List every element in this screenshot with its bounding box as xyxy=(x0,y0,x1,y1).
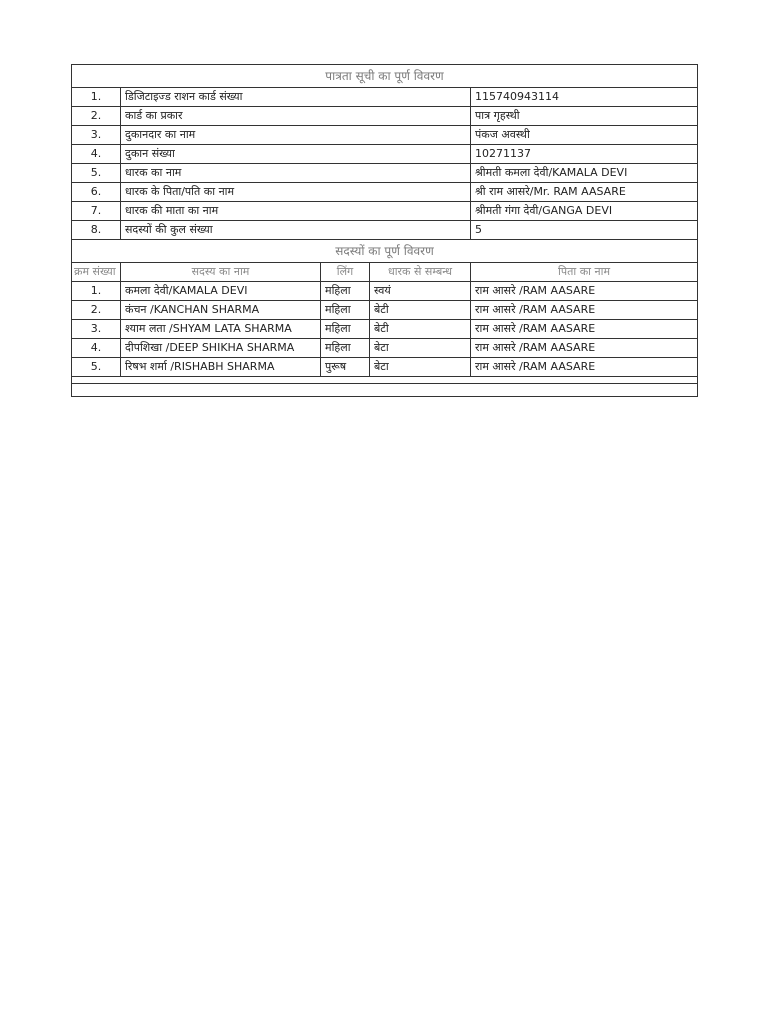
member-father-name: राम आसरे /RAM AASARE xyxy=(471,339,698,358)
summary-row-label: सदस्यों की कुल संख्या xyxy=(121,221,471,240)
member-number: 1. xyxy=(72,282,121,301)
summary-row-number: 7. xyxy=(72,202,121,221)
summary-row-label: कार्ड का प्रकार xyxy=(121,107,471,126)
member-name: श्याम लता /SHYAM LATA SHARMA xyxy=(121,320,321,339)
summary-row-number: 3. xyxy=(72,126,121,145)
member-gender: पुरूष xyxy=(321,358,370,377)
summary-row-label: दुकानदार का नाम xyxy=(121,126,471,145)
summary-row-value: श्रीमती गंगा देवी/GANGA DEVI xyxy=(471,202,698,221)
summary-row xyxy=(72,88,698,107)
member-gender: महिला xyxy=(321,301,370,320)
member-gender: महिला xyxy=(321,282,370,301)
summary-row-value: 5 xyxy=(471,221,698,240)
member-relation: बेटा xyxy=(370,339,471,358)
summary-row-label: धारक का नाम xyxy=(121,164,471,183)
summary-section xyxy=(72,65,698,240)
header-gender: लिंग xyxy=(321,263,370,282)
summary-row-value: 10271137 xyxy=(471,145,698,164)
member-row xyxy=(72,282,698,301)
summary-row-label: दुकान संख्या xyxy=(121,145,471,164)
member-father-name: राम आसरे /RAM AASARE xyxy=(471,320,698,339)
member-father-name: राम आसरे /RAM AASARE xyxy=(471,358,698,377)
summary-row-value: श्री राम आसरे/Mr. RAM AASARE xyxy=(471,183,698,202)
member-number: 4. xyxy=(72,339,121,358)
summary-row-label: डिजिटाइज्ड राशन कार्ड संख्या xyxy=(121,88,471,107)
summary-row-number: 4. xyxy=(72,145,121,164)
member-relation: स्वयं xyxy=(370,282,471,301)
members-header-row xyxy=(72,263,698,282)
summary-row xyxy=(72,221,698,240)
member-number: 2. xyxy=(72,301,121,320)
member-gender: महिला xyxy=(321,339,370,358)
member-name: दीपशिखा /DEEP SHIKHA SHARMA xyxy=(121,339,321,358)
summary-row-number: 5. xyxy=(72,164,121,183)
empty-row xyxy=(72,384,698,397)
summary-row-number: 8. xyxy=(72,221,121,240)
member-number: 5. xyxy=(72,358,121,377)
member-name: कमला देवी/KAMALA DEVI xyxy=(121,282,321,301)
member-father-name: राम आसरे /RAM AASARE xyxy=(471,282,698,301)
summary-row-number: 6. xyxy=(72,183,121,202)
summary-row-number: 2. xyxy=(72,107,121,126)
member-number: 3. xyxy=(72,320,121,339)
member-father-name: राम आसरे /RAM AASARE xyxy=(471,301,698,320)
member-row xyxy=(72,339,698,358)
summary-row xyxy=(72,202,698,221)
summary-row-number: 1. xyxy=(72,88,121,107)
summary-row-value: 115740943114 xyxy=(471,88,698,107)
summary-row xyxy=(72,164,698,183)
member-name: रिषभ शर्मा /RISHABH SHARMA xyxy=(121,358,321,377)
header-member-name: सदस्य का नाम xyxy=(121,263,321,282)
member-name: कंचन /KANCHAN SHARMA xyxy=(121,301,321,320)
empty-cell xyxy=(72,377,698,384)
summary-row xyxy=(72,126,698,145)
ration-card-table xyxy=(71,64,698,397)
summary-title: पात्रता सूची का पूर्ण विवरण xyxy=(72,65,698,88)
summary-row xyxy=(72,183,698,202)
empty-cell xyxy=(72,384,698,397)
members-section xyxy=(72,240,698,397)
member-relation: बेटी xyxy=(370,320,471,339)
member-row xyxy=(72,301,698,320)
empty-row xyxy=(72,377,698,384)
summary-row-value: श्रीमती कमला देवी/KAMALA DEVI xyxy=(471,164,698,183)
header-father-name: पिता का नाम xyxy=(471,263,698,282)
summary-row xyxy=(72,107,698,126)
summary-row-label: धारक के पिता/पति का नाम xyxy=(121,183,471,202)
header-relation: धारक से सम्बन्ध xyxy=(370,263,471,282)
member-relation: बेटी xyxy=(370,301,471,320)
summary-row-value: पंकज अवस्थी xyxy=(471,126,698,145)
ration-card-document xyxy=(71,64,697,397)
header-serial: क्रम संख्या xyxy=(72,263,121,282)
summary-row-value: पात्र गृहस्थी xyxy=(471,107,698,126)
member-gender: महिला xyxy=(321,320,370,339)
member-row xyxy=(72,358,698,377)
member-relation: बेटा xyxy=(370,358,471,377)
summary-row xyxy=(72,145,698,164)
summary-row-label: धारक की माता का नाम xyxy=(121,202,471,221)
member-row xyxy=(72,320,698,339)
members-title: सदस्यों का पूर्ण विवरण xyxy=(72,240,698,263)
